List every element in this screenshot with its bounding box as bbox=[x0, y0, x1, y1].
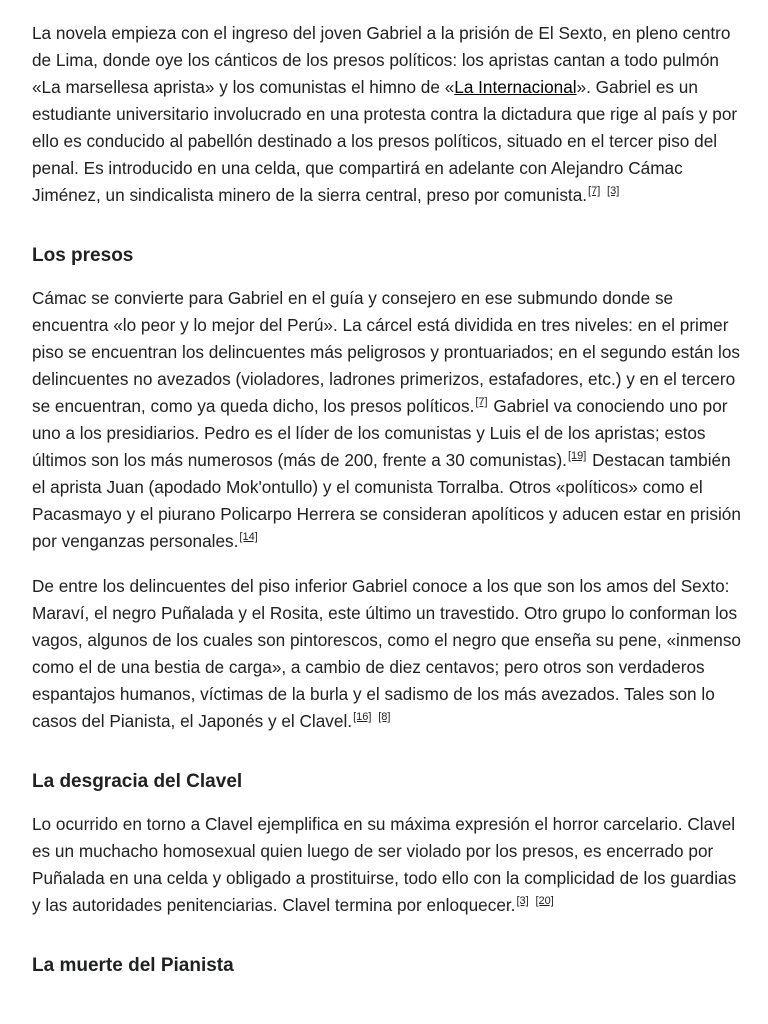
section-heading-los-presos: Los presos bbox=[32, 245, 134, 266]
paragraph-text: Lo ocurrido en torno a Clavel ejemplifica en su máxima expresión el horror carcelario. Clavel es un muchacho homosexual quien luego de ser violado por los presos, es encerrado por Puñalada en una celda y obligado a prostituirse, todo ello con la complicidad de los guardias y las autoridades penitenciarias. Clavel termina por enloquecer. bbox=[32, 814, 737, 915]
paragraph-text: ». Gabriel es un estudiante universitario involucrado en una protesta contra la dictadura que rige al país y por ello es conducido al pabellón destinado a los presos políticos, situado en el tercer piso del penal. Es introducido en una celda, que compartirá en adelante con Alejandro Cámac Jiménez, un sindicalista minero de la sierra central, preso por comunista. bbox=[32, 77, 738, 205]
reference-link[interactable]: [7] bbox=[588, 185, 601, 198]
section-heading-pianista: La muerte del Pianista bbox=[32, 955, 234, 976]
paragraph-text: La novela empieza con el ingreso del joven Gabriel a la prisión de El Sexto, en pleno centro de Lima, donde oye los cánticos de los presos políticos: los apristas cantan a todo pulmón «La marsellesa aprista» y los comunistas el himno de « bbox=[32, 23, 731, 97]
reference-link[interactable]: [3] bbox=[607, 185, 620, 198]
paragraph-text: Destacan también el aprista Juan (apodado Mok'ontullo) y el comunista Torralba. Otros «políticos» como el Pacasmayo y el piurano Policarpo Herrera se consideran apolíticos y aducen estar en prisión por venganzas personales. bbox=[32, 450, 741, 551]
reference-link[interactable]: [19] bbox=[567, 450, 587, 463]
paragraph-delincuentes bbox=[32, 573, 742, 735]
paragraph-text: Gabriel va conociendo uno por uno a los presidiarios. Pedro es el líder de los comunistas y Luis el de los apristas; estos últimos son los más numerosos (más de 200, frente a 30 comunistas). bbox=[32, 396, 728, 470]
paragraph-clavel bbox=[32, 811, 742, 919]
paragraph-intro bbox=[32, 20, 742, 209]
paragraph-text: Cámac se convierte para Gabriel en el guía y consejero en ese submundo donde se encuentra «lo peor y lo mejor del Perú». La cárcel está dividida en tres niveles: en el primer piso se encuentran los delincuentes más peligrosos y prontuariados; en el segundo están los delincuentes no avezados (violadores, ladrones primerizos, estafadores, etc.) y en el tercero se encuentran, como ya queda dicho, los presos políticos. bbox=[32, 288, 740, 416]
reference-link[interactable]: [16] bbox=[353, 711, 372, 724]
section-heading-clavel: La desgracia del Clavel bbox=[32, 771, 243, 792]
paragraph-text: De entre los delincuentes del piso inferior Gabriel conoce a los que son los amos del Sexto: Maraví, el negro Puñalada y el Rosita, este último un travestido. Otro grupo lo conforman los vagos, algunos de los cuales son pintorescos, como el negro que enseña su pene, «inmenso como el de una bestia de carga», a cambio de diez centavos; pero otros son verdaderos espantajos humanos, víctimas de la burla y el sadismo de los más avezados. Tales son lo casos del Pianista, el Japonés y el Clavel. bbox=[32, 576, 741, 731]
reference-link[interactable]: [7] bbox=[475, 396, 488, 409]
link-la-internacional[interactable]: La Internacional bbox=[454, 77, 577, 97]
reference-link[interactable]: [20] bbox=[535, 895, 554, 908]
reference-link[interactable]: [8] bbox=[378, 711, 391, 724]
reference-link[interactable]: [14] bbox=[239, 531, 258, 544]
article-body bbox=[32, 20, 742, 995]
reference-link[interactable]: [3] bbox=[516, 895, 529, 908]
paragraph-presos bbox=[32, 285, 742, 555]
